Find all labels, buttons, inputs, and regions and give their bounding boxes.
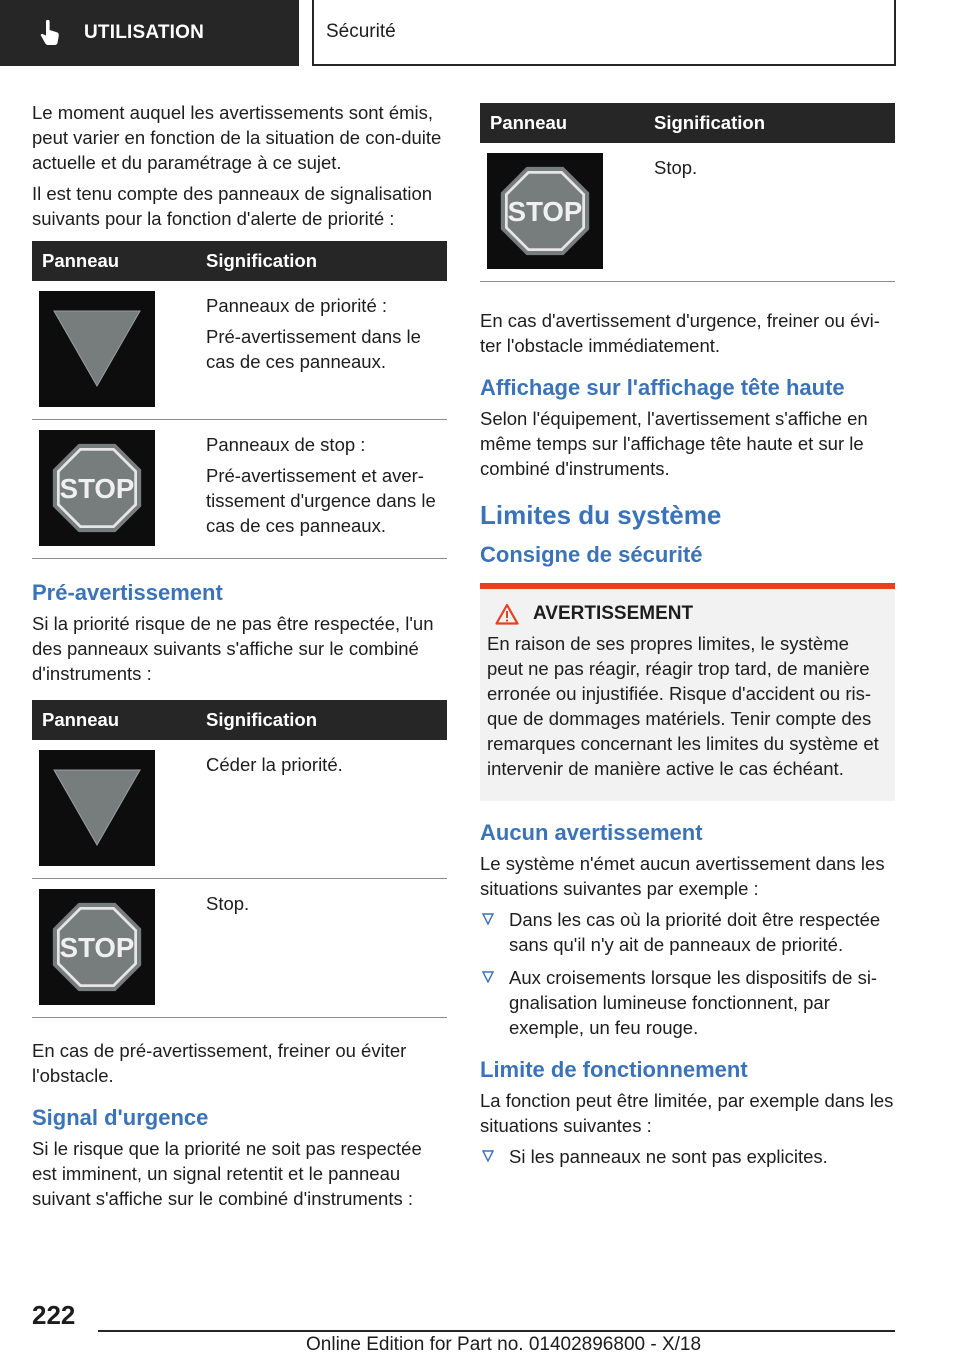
limite-list [480, 1144, 895, 1169]
meaning-line: Pré-avertissement et aver-tissement d'urgence dans le cas de ces panneaux. [206, 465, 436, 536]
warning-title-row [487, 603, 888, 625]
heading-affichage-tete-haute: Affichage sur l'affichage tête haute [480, 375, 845, 400]
footer-edition: Online Edition for Part no. 01402896800 - X/18 [306, 1334, 702, 1355]
svg-text:STOP: STOP [59, 932, 135, 964]
aucun-list [480, 907, 895, 1040]
meaning-cell [646, 143, 895, 282]
pre-paragraph: Si la priorité risque de ne pas être respectée, l'un des panneaux suivants s'affiche sur le combiné d'instruments : [32, 613, 434, 684]
table-row [32, 740, 447, 879]
aucun-paragraph: Le système n'émet aucun avertissement dans les situations suivantes par exemple : [480, 853, 885, 899]
stop-sign-icon [39, 430, 155, 546]
urgence-after-paragraph: En cas d'avertissement d'urgence, freiner ou évi-ter l'obstacle immédiatement. [480, 310, 880, 356]
signs-table-1 [32, 241, 447, 559]
pre-after-paragraph: En cas de pré-avertissement, freiner ou éviter l'obstacle. [32, 1040, 407, 1086]
footer-divider [98, 1330, 895, 1332]
meaning-line: Céder la priorité. [206, 754, 343, 775]
table-header [32, 700, 447, 740]
column-header-panneau: Panneau [32, 241, 198, 281]
table-row [32, 281, 447, 420]
column-header-signification: Signification [198, 700, 447, 740]
meaning-line: Panneaux de stop : [206, 434, 366, 455]
chapter-tab [0, 0, 299, 66]
page-number: 222 [32, 1300, 76, 1330]
warning-text: En raison de ses propres limites, le système peut ne pas réagir, réagir trop tard, de manière erronée ou injustifiée. Risque d'accident ou ris-que de dommages matériels. Tenir compte des remarques concernant les limites du système et intervenir de manière active le cas échéant. [487, 633, 879, 779]
list-item-text: Dans les cas où la priorité doit être respectée sans qu'il n'y ait de panneaux de priorité. [509, 909, 881, 955]
limite-paragraph: La fonction peut être limitée, par exemple dans les situations suivantes : [480, 1090, 894, 1136]
intro-paragraph-2: Il est tenu compte des panneaux de signalisation suivants pour la fonction d'alerte de priorité : [32, 183, 433, 229]
signs-table-3 [480, 103, 895, 282]
meaning-line: Pré-avertissement dans le cas de ces panneaux. [206, 326, 421, 372]
section-title: Sécurité [326, 21, 396, 42]
list-item-text: Aux croisements lorsque les dispositifs de si-gnalisation lumineuse fonctionnent, par exemple, un feu rouge. [509, 967, 878, 1038]
table-header [480, 103, 895, 143]
meaning-line: Stop. [654, 157, 698, 178]
heading-aucun-avertissement: Aucun avertissement [480, 820, 703, 845]
heading-consigne-securite: Consigne de sécurité [480, 542, 703, 567]
list-item [480, 907, 895, 957]
urgence-paragraph: Si le risque que la priorité ne soit pas respectée est imminent, un signal retentit et le panneau suivant s'affiche sur le combiné d'instruments : [32, 1138, 422, 1209]
yield-sign-icon [39, 291, 155, 407]
left-column [32, 100, 447, 1217]
signs-table-2 [32, 700, 447, 1018]
sign-cell [480, 143, 646, 282]
heading-signal-urgence: Signal d'urgence [32, 1105, 209, 1130]
sign-cell [32, 879, 198, 1018]
table-row [480, 143, 895, 282]
warning-title: AVERTISSEMENT [533, 603, 694, 624]
heading-limites-systeme: Limites du système [480, 500, 722, 530]
meaning-cell [198, 740, 447, 879]
meaning-cell [198, 281, 447, 420]
sign-cell [32, 420, 198, 559]
stop-sign-icon [39, 889, 155, 1005]
hand-pointer-icon [40, 20, 60, 46]
warning-triangle-icon [495, 603, 519, 625]
sign-cell [32, 740, 198, 879]
triangle-bullet-icon [482, 971, 494, 983]
stop-sign-icon [487, 153, 603, 269]
column-header-panneau: Panneau [480, 103, 646, 143]
table-row [32, 420, 447, 559]
column-header-signification: Signification [646, 103, 895, 143]
meaning-cell [198, 420, 447, 559]
right-column [480, 103, 895, 1177]
svg-text:STOP: STOP [59, 473, 135, 505]
hud-paragraph: Selon l'équipement, l'avertissement s'affiche en même temps sur l'affichage tête haute et sur le combiné d'instruments. [480, 408, 868, 479]
svg-text:STOP: STOP [507, 196, 583, 228]
chapter-title: UTILISATION [84, 22, 205, 43]
intro-paragraph-1: Le moment auquel les avertissements sont émis, peut varier en fonction de la situation de con-duite actuelle et du paramétrage à ce sujet. [32, 102, 442, 173]
heading-pre-avertissement: Pré-avertissement [32, 580, 223, 605]
warning-box [480, 583, 895, 801]
meaning-line: Stop. [206, 893, 250, 914]
triangle-bullet-icon [482, 913, 494, 925]
column-header-signification: Signification [198, 241, 447, 281]
list-item [480, 965, 895, 1040]
table-header [32, 241, 447, 281]
table-row [32, 879, 447, 1018]
sign-cell [32, 281, 198, 420]
yield-sign-icon [39, 750, 155, 866]
meaning-line: Panneaux de priorité : [206, 295, 388, 316]
triangle-bullet-icon [482, 1150, 494, 1162]
column-header-panneau: Panneau [32, 700, 198, 740]
section-tab [312, 0, 896, 66]
list-item [480, 1144, 895, 1169]
list-item-text: Si les panneaux ne sont pas explicites. [509, 1146, 828, 1167]
heading-limite-fonctionnement: Limite de fonctionnement [480, 1057, 748, 1082]
meaning-cell [198, 879, 447, 1018]
